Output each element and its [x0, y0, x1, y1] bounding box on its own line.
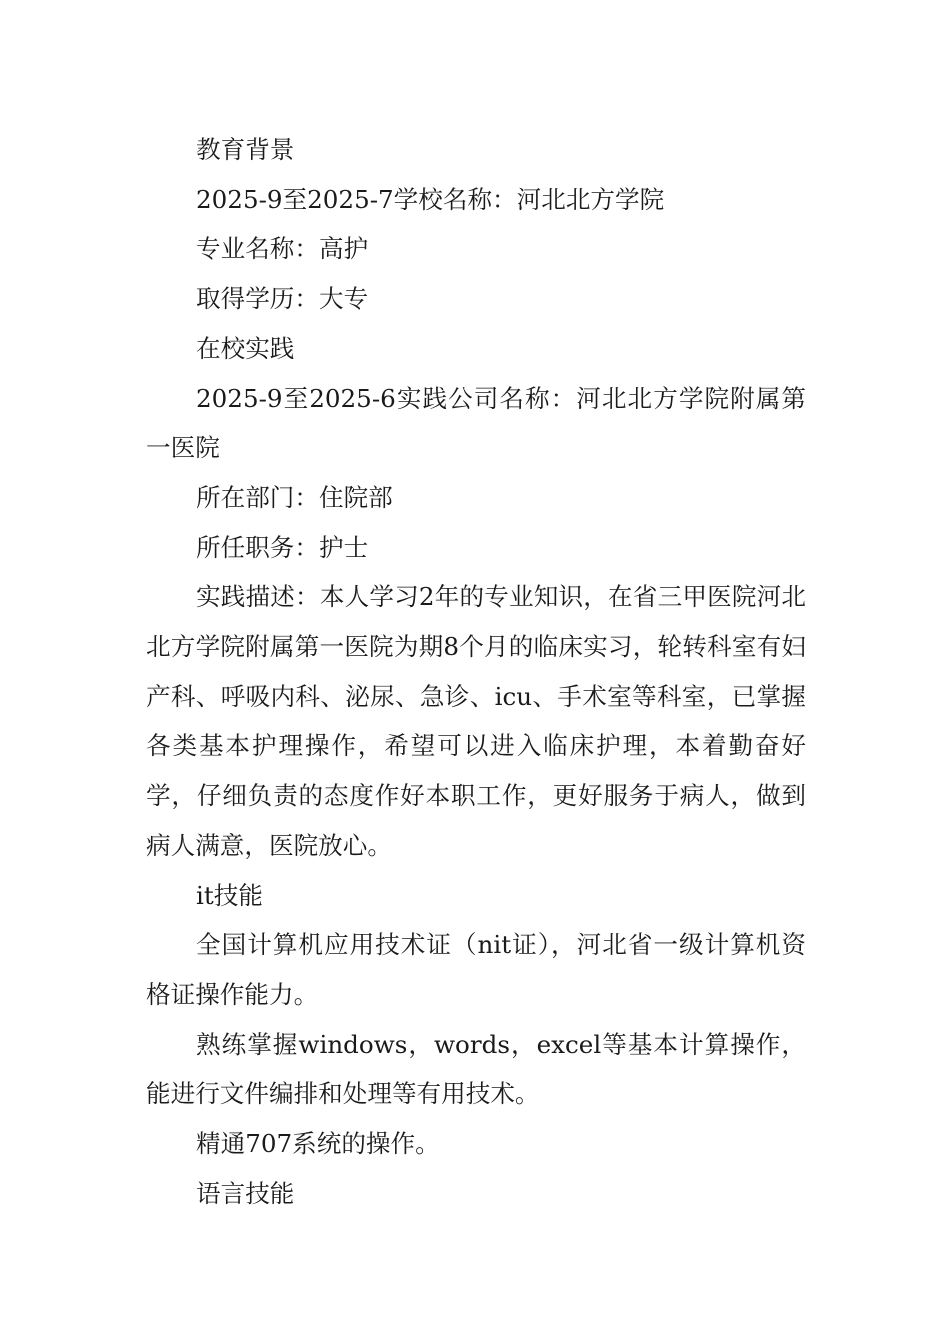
heading-education: 教育背景	[196, 135, 295, 164]
education-dates-school: 2025-9至2025-7学校名称：河北北方学院	[196, 184, 665, 214]
education-degree: 取得学历：大专	[196, 284, 369, 314]
heading-language-skills: 语言技能	[196, 1178, 295, 1208]
practice-position: 所任职务：护士	[196, 532, 369, 562]
practice-dates-company: 2025-9至2025-6实践公司名称：河北北方学院附属第一医院	[146, 383, 806, 463]
practice-department: 所在部门：住院部	[196, 482, 393, 512]
it-skill-office: 熟练掌握windows，words，excel等基本计算操作，能进行文件编排和处理等有用技术。	[146, 1029, 806, 1109]
practice-description: 实践描述：本人学习2年的专业知识，在省三甲医院河北北方学院附属第一医院为期8个月的临床实习，轮转科室有妇产科、呼吸内科、泌尿、急诊、icu、手术室等科室，已掌握各类基本护理操作，希望可以进入临床护理，本着勤奋好学，仔细负责的态度作好本职工作，更好服务于病人，做到病人满意，医院放心。	[146, 582, 806, 860]
it-skill-707: 精通707系统的操作。	[196, 1129, 440, 1159]
it-skill-certificates: 全国计算机应用技术证（nit证），河北省一级计算机资格证操作能力。	[146, 930, 806, 1009]
heading-it-skills: it技能	[196, 880, 263, 910]
heading-practice: 在校实践	[196, 333, 295, 363]
document-body	[146, 125, 806, 1218]
education-major: 专业名称：高护	[196, 234, 369, 264]
